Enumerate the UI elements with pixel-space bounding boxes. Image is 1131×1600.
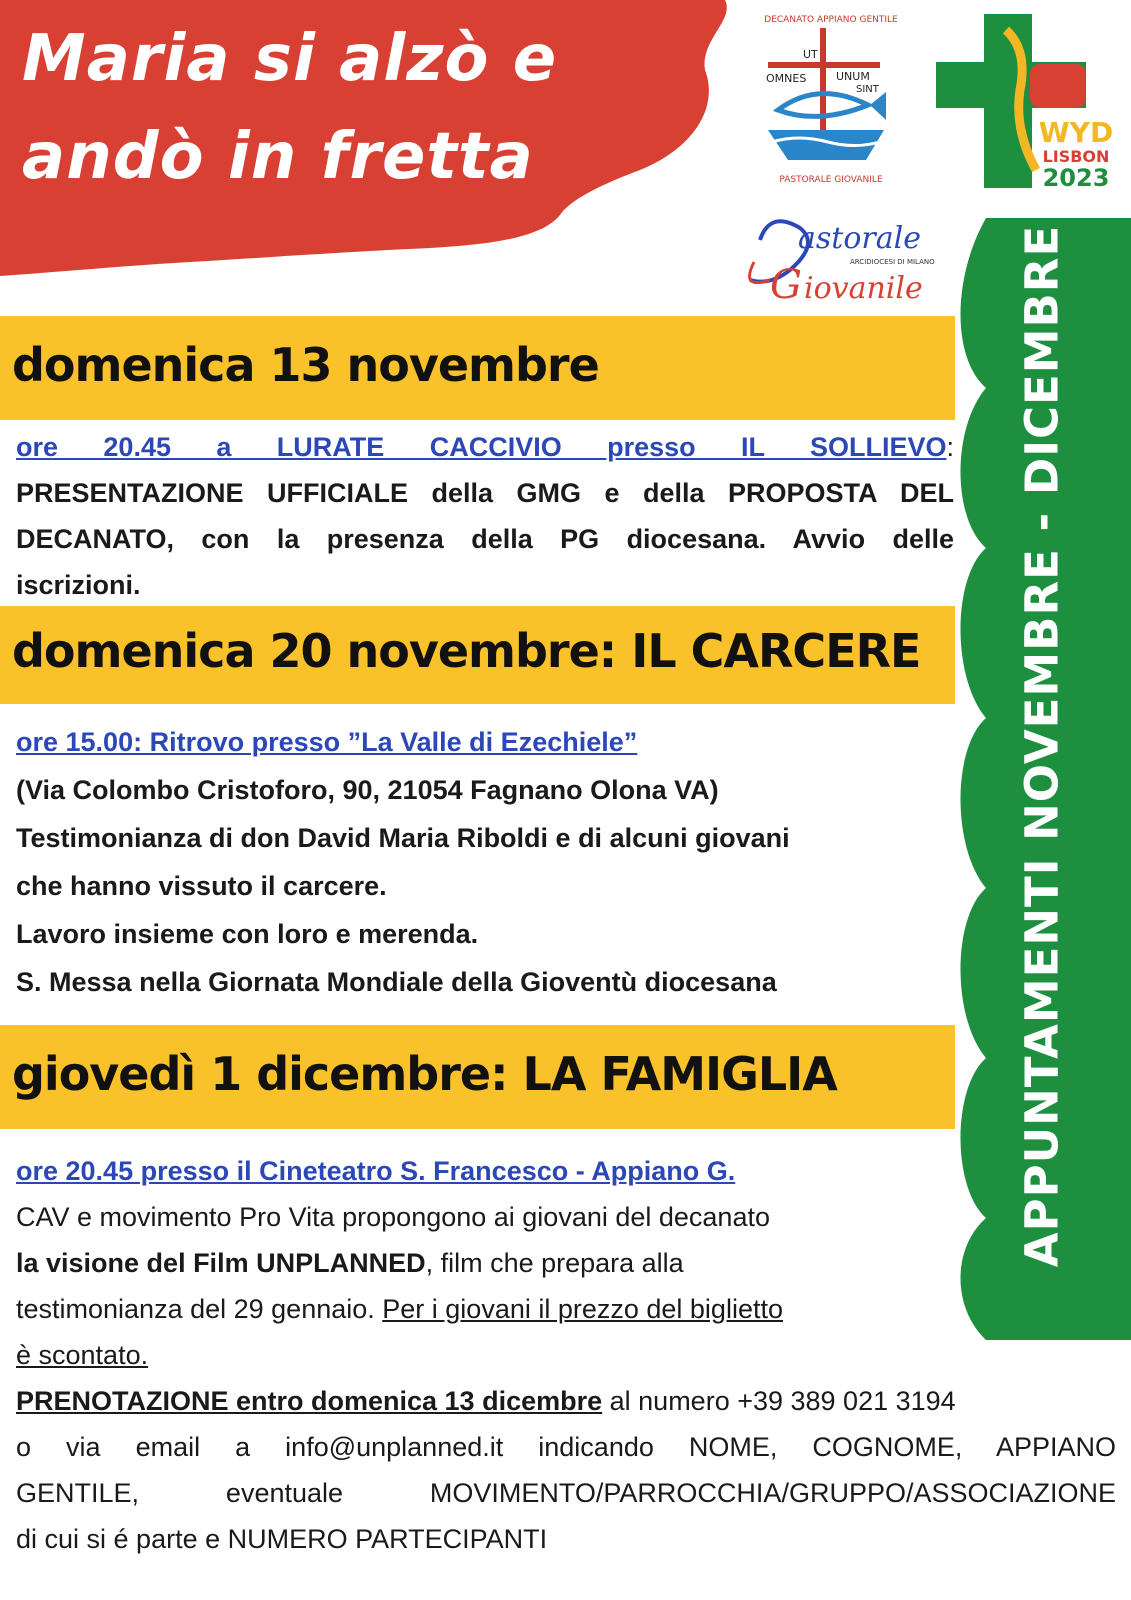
main-title-line-2: andò in fretta xyxy=(22,120,534,194)
svg-text:G: G xyxy=(770,262,802,308)
svg-text:UT: UT xyxy=(803,48,818,61)
main-title-line-1: Maria si alzò e xyxy=(22,22,558,96)
event-3-heading-bar xyxy=(0,1025,955,1129)
svg-text:SINT: SINT xyxy=(856,84,879,95)
decanato-logo xyxy=(758,10,904,188)
svg-text:OMNES: OMNES xyxy=(766,72,807,85)
decanato-logo-bottom-text: PASTORALE GIOVANILE xyxy=(779,175,883,185)
svg-text:astorale: astorale xyxy=(798,221,921,256)
event-2-heading-bar xyxy=(0,606,955,704)
svg-text:2023: 2023 xyxy=(1042,164,1110,192)
event-1-link[interactable]: ore 20.45 a LURATE CACCIVIO presso IL SOLLIEVO xyxy=(16,432,947,462)
booking-deadline: PRENOTAZIONE entro domenica 13 dicembre xyxy=(16,1386,603,1416)
event-2-link[interactable]: ore 15.00: Ritrovo presso ”La Valle di Ezechiele” xyxy=(16,727,638,757)
svg-text:WYD: WYD xyxy=(1038,116,1114,149)
event-1-heading-bar xyxy=(0,316,955,420)
event-3-link[interactable]: ore 20.45 presso il Cineteatro S. Francesco - Appiano G. xyxy=(16,1156,736,1186)
event-3-heading: giovedì 1 dicembre: LA FAMIGLIA xyxy=(12,1047,837,1101)
event-1-heading: domenica 13 novembre xyxy=(12,338,599,392)
event-1-body: ore 20.45 a LURATE CACCIVIO presso IL SOLLIEVO: PRESENTAZIONE UFFICIALE della GMG e della PROPOSTA DEL DECANATO, con la presenza della PG diocesana. Avvio delle iscrizioni. xyxy=(16,432,954,600)
event-2-heading: domenica 20 novembre: IL CARCERE xyxy=(12,624,921,678)
svg-text:ARCIDIOCESI DI MILANO: ARCIDIOCESI DI MILANO xyxy=(850,258,935,266)
svg-text:UNUM: UNUM xyxy=(836,70,870,83)
event-2-body: ore 15.00: Ritrovo presso ”La Valle di Ezechiele” (Via Colombo Cristoforo, 90, 21054 Fagnano Olona VA) Testimonianza di don David Maria Riboldi e di alcuni giovani che hanno vissuto il carcere. Lavoro insieme con loro e merenda. S. Messa nella Giornata Mondiale della Gioventù diocesana xyxy=(16,727,790,997)
discount-note: Per i giovani il prezzo del biglietto xyxy=(382,1294,783,1324)
event-3-body: ore 20.45 presso il Cineteatro S. Francesco - Appiano G. CAV e movimento Pro Vita propongono ai giovani del decanato la visione del Film UNPLANNED, film che prepara alla testimonianza del 29 gennaio. Per i giovani il prezzo del biglietto è scontato. PRENOTAZIONE entro domenica 13 dicembre al numero +39 389 021 3194 o via email a info@unplanned.it indicando NOME, COGNOME, APPIANO GENTILE, eventuale MOVIMENTO/PARROCCHIA/GRUPPO/ASSOCIAZIONE di cui si é parte e NUMERO PARTECIPANTI xyxy=(16,1156,1116,1554)
wyd-lisbon-2023-logo xyxy=(936,10,1116,192)
decanato-logo-top-text: DECANATO APPIANO GENTILE xyxy=(764,15,898,25)
svg-text:iovanile: iovanile xyxy=(804,271,923,306)
pastorale-giovanile-logo xyxy=(730,210,940,310)
svg-text:LISBON: LISBON xyxy=(1042,147,1110,166)
